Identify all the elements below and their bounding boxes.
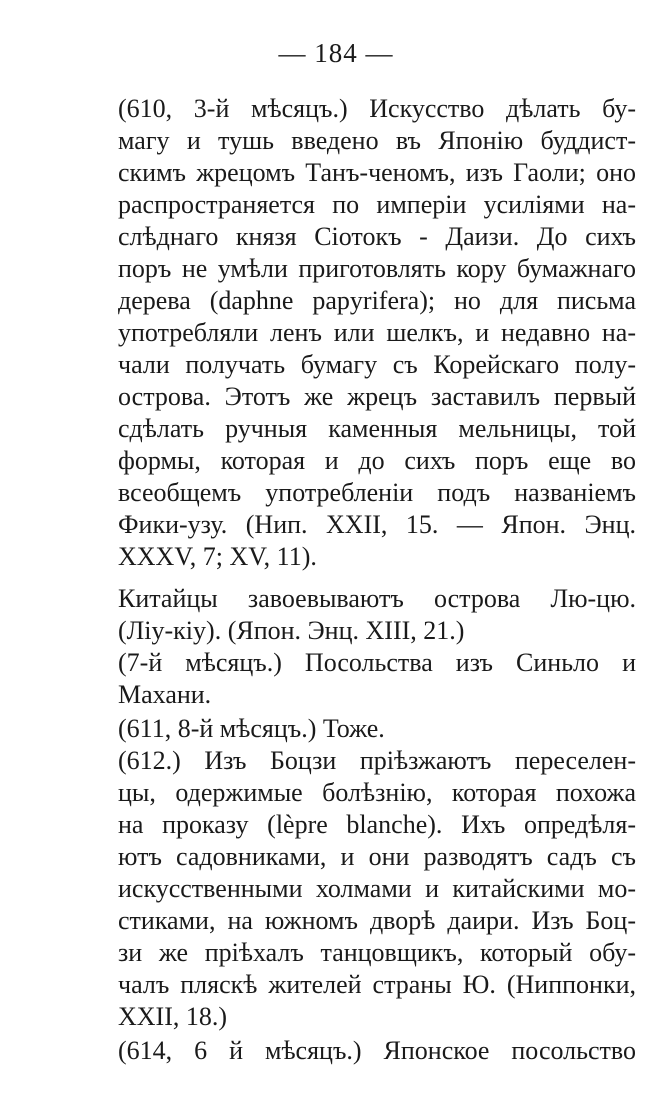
text-line: чалъ пляскѣ жителей страны Ю. (Ниппонки, [118,970,636,999]
text-line: Фики-узу. (Нип. XXII, 15. — Япон. Энц. [118,510,636,539]
text-line: (Ліу-кіу). (Япон. Энц. XIII, 21.) [118,616,465,645]
text-line: (610, 3-й мѣсяцъ.) Искусство дѣлать бу- [118,94,636,123]
text-line: чали получать бумагу съ Корейскаго полу- [118,350,636,379]
text-line: зи же пріѣхалъ танцовщикъ, который обу- [118,938,636,967]
text-line: формы, которая и до сихъ поръ еще во [118,446,636,475]
text-line: распространяется по имперіи усиліями на- [118,190,636,219]
text-line: скимъ жрецомъ Танъ-ченомъ, изъ Гаоли; оно [118,158,636,187]
text-line: поръ не умѣли приготовлять кору бумажнаго [118,254,636,283]
text-line: XXXV, 7; XV, 11). [118,542,317,571]
text-line: искусственными холмами и китайскими мо- [118,874,636,903]
text-line: (7-й мѣсяцъ.) Посольства изъ Синьло и [118,648,636,677]
text-line: XXII, 18.) [118,1002,228,1031]
text-line: Махани. [118,680,212,709]
text-line: стиками, на южномъ дворѣ даири. Изъ Боц- [118,906,636,935]
text-line: цы, одержимые болѣзнію, которая похожа [118,778,636,807]
text-line: острова. Этотъ же жрецъ заставилъ первый [118,382,636,411]
text-line: сдѣлать ручныя каменныя мельницы, той [118,414,636,443]
text-line: слѣднаго князя Сіотокъ - Даизи. До сихъ [118,222,636,251]
text-line: (612.) Изъ Боцзи пріѣзжаютъ переселен- [118,746,636,775]
page-number: — 184 — [278,38,394,68]
text-line: употребляли ленъ или шелкъ, и недавно на- [118,318,636,347]
text-line: всеобщемъ употребленіи подъ названіемъ [118,478,636,507]
text-line: на проказу (lèpre blanche). Ихъ опредѣля- [118,810,636,839]
text-line: (614, 6 й мѣсяцъ.) Японское посольство [118,1036,636,1065]
text-line: (611, 8-й мѣсяцъ.) Тоже. [118,714,385,743]
text-line: ютъ садовниками, и они разводятъ садъ съ [118,842,636,871]
text-line: дерева (daphne papyrifera); но для письма [118,286,636,315]
text-line: Китайцы завоевываютъ острова Лю-цю. [118,584,636,613]
text-line: магу и тушь введено въ Японію буддист- [118,126,636,155]
